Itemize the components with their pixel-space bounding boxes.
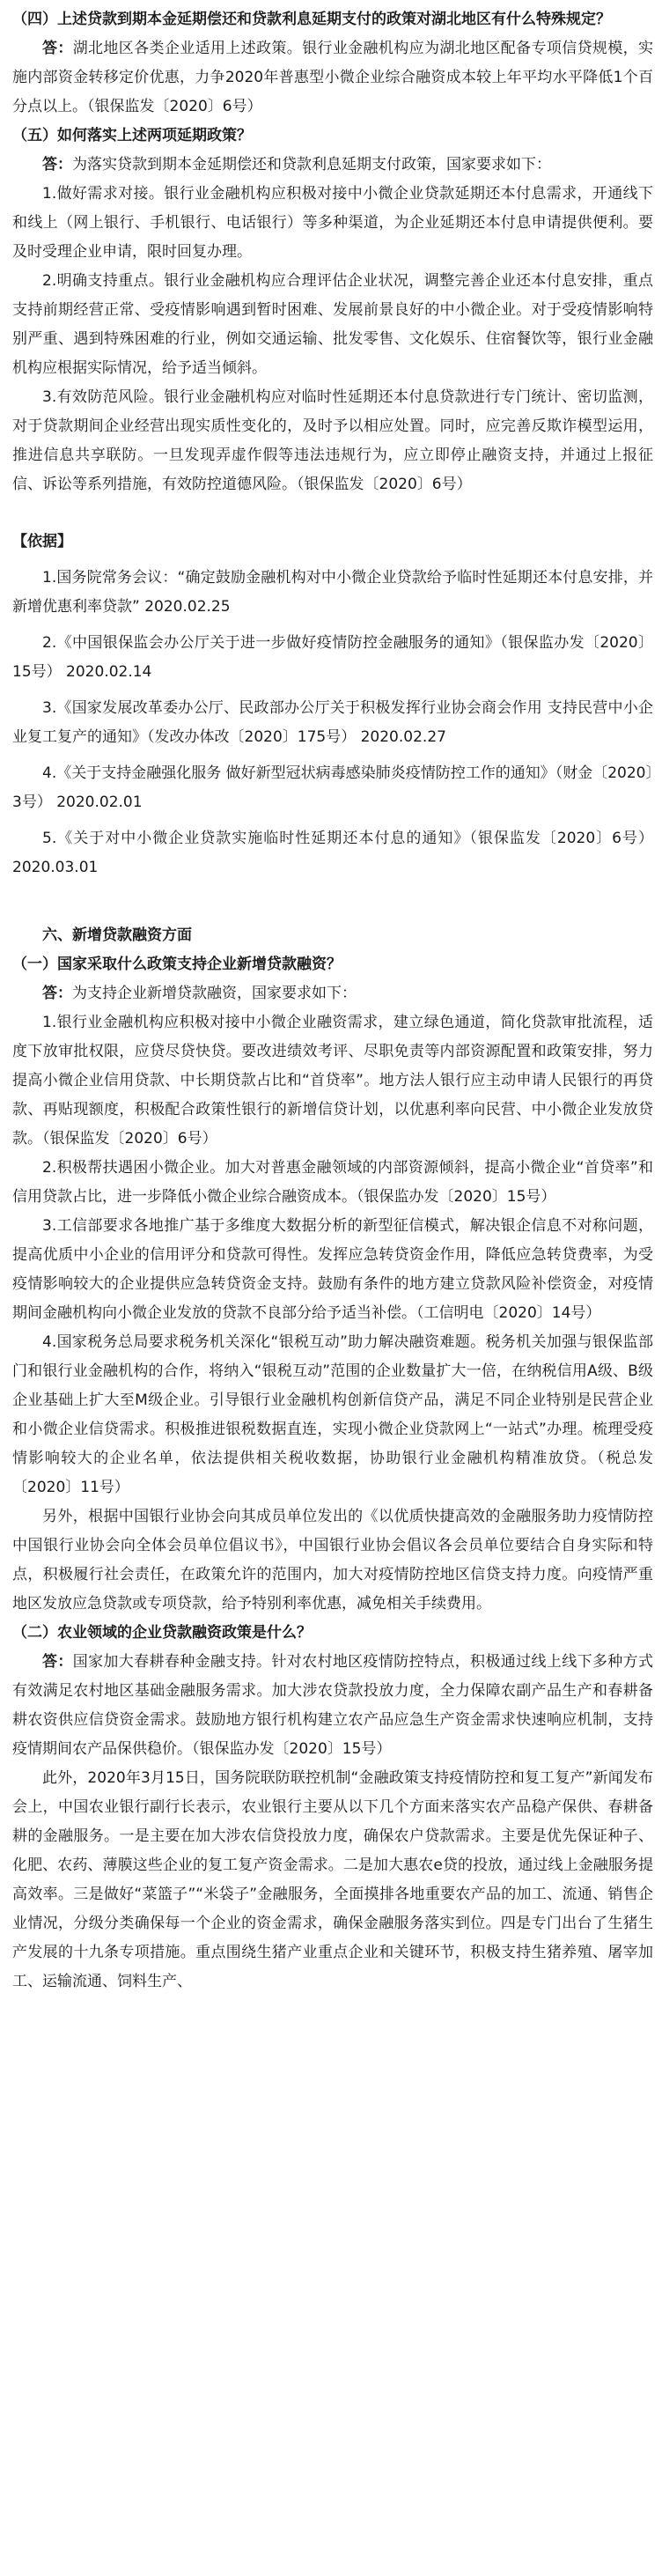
answer-text: 为支持企业新增贷款融资，国家要求如下： (72, 985, 357, 1002)
section-5-item-1: 1.做好需求对接。银行业金融机构应积极对接中小微企业贷款延期还本付息需求，开通线下和线上（网上银行、手机银行、电话银行）等多种渠道，为企业延期还本付息申请提供便利。要及时受理企业申请，限时回复办理。 (12, 185, 653, 261)
answer-label: 答： (42, 985, 72, 1002)
part-6-sub-2-extra: 此外，2020年3月15日，国务院联防联控机制“金融政策支持疫情防控和复工复产”新闻发布会上，中国农业银行副行长表示，农业银行主要从以下几个方面来落实农产品稳产保供、春耕备耕的金融服务。一是主要在加大涉农信贷投放力度，确保农户贷款需求。主要是优先保证种子、化肥、农药、薄膜这些企业的复工复产资金需求。二是加大惠农e贷的投放，通过线上金融服务提高效率。三是做好“菜篮子”“米袋子”金融服务，全面摸排各地重要农产品的加工、流通、销售企业情况，分级分类确保每一个企业的资金需求，确保金融服务落实到位。四是专门出台了生猪生产发展的十九条专项措施。重点围绕生猪产业重点企业和关键环节，积极支持生猪养殖、屠宰加工、运输流通、饲料生产、 (12, 1769, 653, 1990)
answer-text: 湖北地区各类企业适用上述政策。银行业金融机构应为湖北地区配备专项信贷规模，实施内部资金转移定价优惠，力争2020年普惠型小微企业综合融资成本较上年平均水平降低1个百分点以上。（银保监发〔2020〕6号） (12, 40, 653, 115)
part-6-title: 六、新增贷款融资方面 (42, 926, 192, 944)
answer-label: 答： (42, 40, 73, 57)
answer-text: 国家加大春耕春种金融支持。针对农村地区疫情防控特点，积极通过线上线下多种方式有效满足农村地区基础金融服务需求。加大涉农贷款投放力度，全力保障农副产品生产和春耕备耕农资供应信贷资金需求。鼓励地方银行机构建立农产品应急生产资金需求快速响应机制，支持疫情期间农产品保供稳价。（银保监办发〔2020〕15号） (12, 1653, 653, 1758)
basis-item-1: 1.国务院常务会议：“确定鼓励金融机构对中小微企业贷款给予临时性延期还本付息安排，并新增优惠利率贷款” 2020.02.25 (12, 569, 653, 616)
part-6-sub-1-answer (12, 979, 653, 1008)
part-6-sub-1-item-2: 2.积极帮扶遇困小微企业。加大对普惠金融领域的内部资源倾斜，提高小微企业“首贷率”和信用贷款占比，进一步降低小微企业综合融资成本。（银保监办发〔2020〕15号） (12, 1159, 653, 1206)
basis-item-5: 5.《关于对中小微企业贷款实施临时性延期还本付息的通知》（银保监发〔2020〕6号） 2020.03.01 (12, 830, 653, 876)
part-6-sub-1-item-1: 1.银行业金融机构应积极对接中小微企业融资需求，建立绿色通道，简化贷款审批流程，适度下放审批权限，应贷尽贷快贷。要改进绩效考评、尽职免责等内部资源配置和政策安排，努力提高小微企业信用贷款、中长期贷款占比和“首贷率”。地方法人银行应主动申请人民银行的再贷款、再贴现额度，积极配合政策性银行的新增信贷计划，以优惠利率向民营、中小微企业发放贷款。（银保监发〔2020〕6号） (12, 1014, 653, 1148)
part-6-sub-1-item-5: 另外，根据中国银行业协会向其成员单位发出的《以优质快捷高效的金融服务助力疫情防控 中国银行业协会向全体会员单位倡议书》，中国银行业协会倡议各会员单位要结合自身实际和特点，积极履行社会责任，在政策允许的范围内，加大对疫情防控地区信贷支持力度。向疫情严重地区发放应急贷款或专项贷款，给予特别利率优惠，减免相关手续费用。 (12, 1508, 653, 1613)
section-5-title: （五）如何落实上述两项延期政策？ (12, 127, 252, 144)
answer-text: 为落实贷款到期本金延期偿还和贷款利息延期支付政策，国家要求如下： (72, 156, 551, 173)
section-4-answer (12, 34, 653, 122)
basis-title: 【依据】 (12, 533, 72, 550)
basis-item-3: 3.《国家发展改革委办公厅、民政部办公厅关于积极发挥行业协会商会作用 支持民营中小企业复工复产的通知》（发改办体改〔2020〕175号） 2020.02.27 (12, 699, 653, 746)
section-5-item-3: 3.有效防范风险。银行业金融机构应对临时性延期还本付息贷款进行专门统计、密切监测，对于贷款期间企业经营出现实质性变化的，及时予以相应处置。同时，应完善反欺诈模型运用，推进信息共享联防。一旦发现弄虚作假等违法违规行为，应立即停止融资支持，并通过上报征信、诉讼等系列措施，有效防控道德风险。（银保监发〔2020〕6号） (12, 388, 653, 493)
part-6-sub-2-answer (12, 1648, 653, 1764)
part-6-sub-1-title: （一）国家采取什么政策支持企业新增贷款融资？ (12, 956, 342, 973)
part-6-sub-1-item-3: 3.工信部要求各地推广基于多维度大数据分析的新型征信模式，解决银企信息不对称问题，提高优质中小企业的信用评分和贷款可得性。发挥应急转贷资金作用，降低应急转贷费率，为受疫情影响较大的企业提供应急转贷资金支持。鼓励有条件的地方建立贷款风险补偿资金，对疫情期间金融机构向小微企业发放的贷款不良部分给予适当补偿。（工信明电〔2020〕14号） (12, 1217, 653, 1322)
answer-label: 答： (42, 156, 72, 173)
part-6-sub-1-item-4: 4.国家税务总局要求税务机关深化“银税互动”助力解决融资难题。税务机关加强与银保监部门和银行业金融机构的合作，将纳入“银税互动”范围的企业数量扩大一倍，在纳税信用A级、B级企业基础上扩大至M级企业。引导银行业金融机构创新信贷产品，满足不同企业特别是民营企业和小微企业信贷需求。积极推进银税数据直连，实现小微企业贷款网上“一站式”办理。梳理受疫情影响较大的企业名单，依法提供相关税收数据，协助银行业金融机构精准放贷。（税总发〔2020〕11号） (12, 1333, 653, 1496)
answer-label: 答： (42, 1653, 73, 1671)
basis-item-4: 4.《关于支持金融强化服务 做好新型冠状病毒感染肺炎疫情防控工作的通知》（财金〔2020〕3号） 2020.02.01 (12, 764, 653, 811)
section-5-item-2: 2.明确支持重点。银行业金融机构应合理评估企业状况，调整完善企业还本付息安排，重点支持前期经营正常、受疫情影响遇到暂时困难、发展前景良好的中小微企业。对于受疫情影响特别严重、遇到特殊困难的行业，例如交通运输、批发零售、文化娱乐、住宿餐饮等，银行业金融机构应根据实际情况，给予适当倾斜。 (12, 272, 653, 377)
section-4-title: （四）上述贷款到期本金延期偿还和贷款利息延期支付的政策对湖北地区有什么特殊规定？ (12, 11, 611, 28)
part-6-sub-2-title: （二）农业领域的企业贷款融资政策是什么？ (12, 1624, 312, 1642)
section-5-answer (12, 151, 653, 180)
basis-item-2: 2.《中国银保监会办公厅关于进一步做好疫情防控金融服务的通知》（银保监办发〔2020〕15号） 2020.02.14 (12, 634, 653, 681)
